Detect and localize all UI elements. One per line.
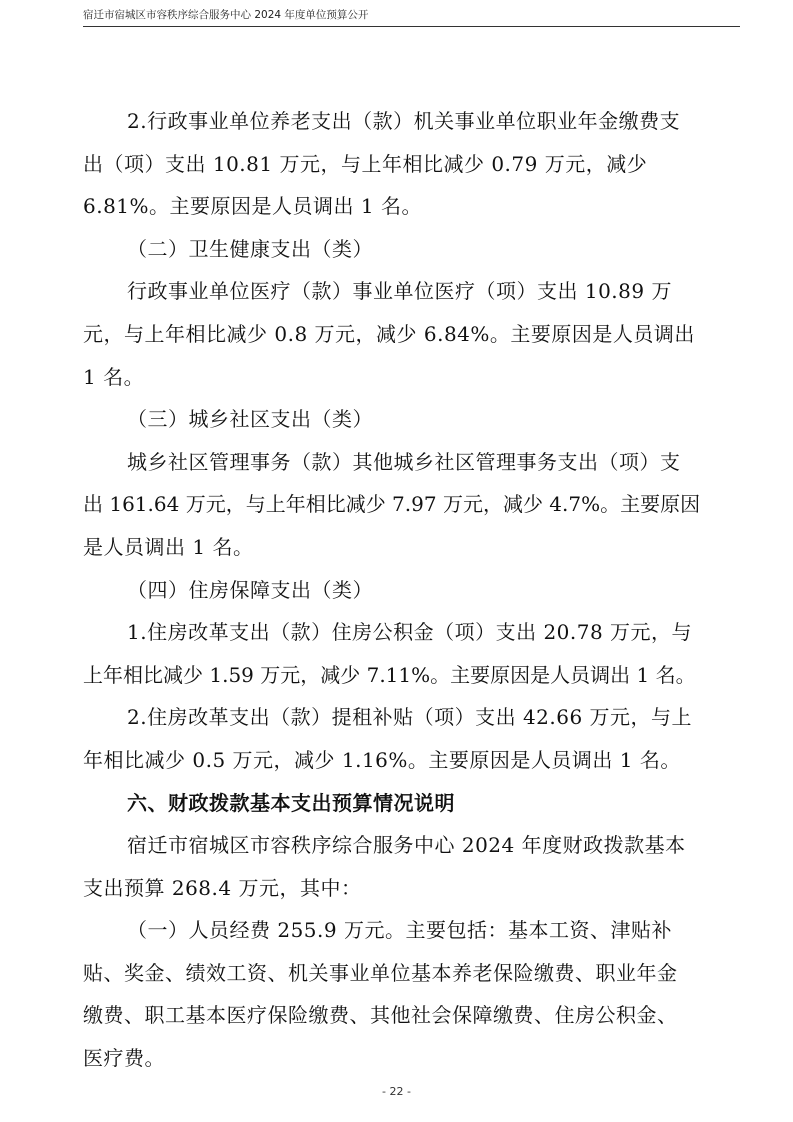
body-line: 缴费、职工基本医疗保险缴费、其他社会保障缴费、住房公积金、	[83, 1003, 678, 1028]
body-line: 行政事业单位医疗（款）事业单位医疗（项）支出 10.89 万	[127, 279, 672, 304]
body-line: （二）卫生健康支出（类）	[127, 236, 373, 261]
header-divider	[83, 26, 740, 27]
body-line: 城乡社区管理事务（款）其他城乡社区管理事务支出（项）支	[127, 449, 681, 474]
body-line: 出 161.64 万元，与上年相比减少 7.97 万元，减少 4.7%。主要原因	[83, 492, 701, 517]
document-header: 宿迁市宿城区市容秩序综合服务中心 2024 年度单位预算公开	[83, 9, 369, 21]
body-line: 元，与上年相比减少 0.8 万元，减少 6.84%。主要原因是人员调出	[83, 321, 695, 346]
body-line: 出（项）支出 10.81 万元，与上年相比减少 0.79 万元，减少	[83, 151, 648, 176]
section-heading: 六、财政拨款基本支出预算情况说明	[127, 790, 455, 815]
document-body	[83, 100, 713, 1080]
body-line: 1.住房改革支出（款）住房公积金（项）支出 20.78 万元，与	[127, 620, 693, 645]
body-line: 1 名。	[83, 364, 145, 389]
body-line: 贴、奖金、绩效工资、机关事业单位基本养老保险缴费、职业年金	[83, 960, 678, 985]
body-line: （四）住房保障支出（类）	[127, 577, 373, 602]
body-line: 年相比减少 0.5 万元，减少 1.16%。主要原因是人员调出 1 名。	[83, 747, 681, 772]
body-line: 宿迁市宿城区市容秩序综合服务中心 2024 年度财政拨款基本	[127, 833, 686, 858]
body-line: 医疗费。	[83, 1046, 165, 1071]
body-line: 6.81%。主要原因是人员调出 1 名。	[83, 194, 422, 219]
body-line: 支出预算 268.4 万元，其中：	[83, 875, 362, 900]
body-line: 上年相比减少 1.59 万元，减少 7.11%。主要原因是人员调出 1 名。	[83, 662, 696, 687]
body-line: （三）城乡社区支出（类）	[127, 407, 373, 432]
body-line: （一）人员经费 255.9 万元。主要包括：基本工资、津贴补	[127, 918, 672, 943]
page-number: - 22 -	[382, 1085, 411, 1098]
body-line: 2.行政事业单位养老支出（款）机关事业单位职业年金缴费支	[127, 109, 681, 133]
body-line: 是人员调出 1 名。	[83, 534, 254, 559]
body-line: 2.住房改革支出（款）提租补贴（项）支出 42.66 万元，与上	[127, 705, 693, 730]
